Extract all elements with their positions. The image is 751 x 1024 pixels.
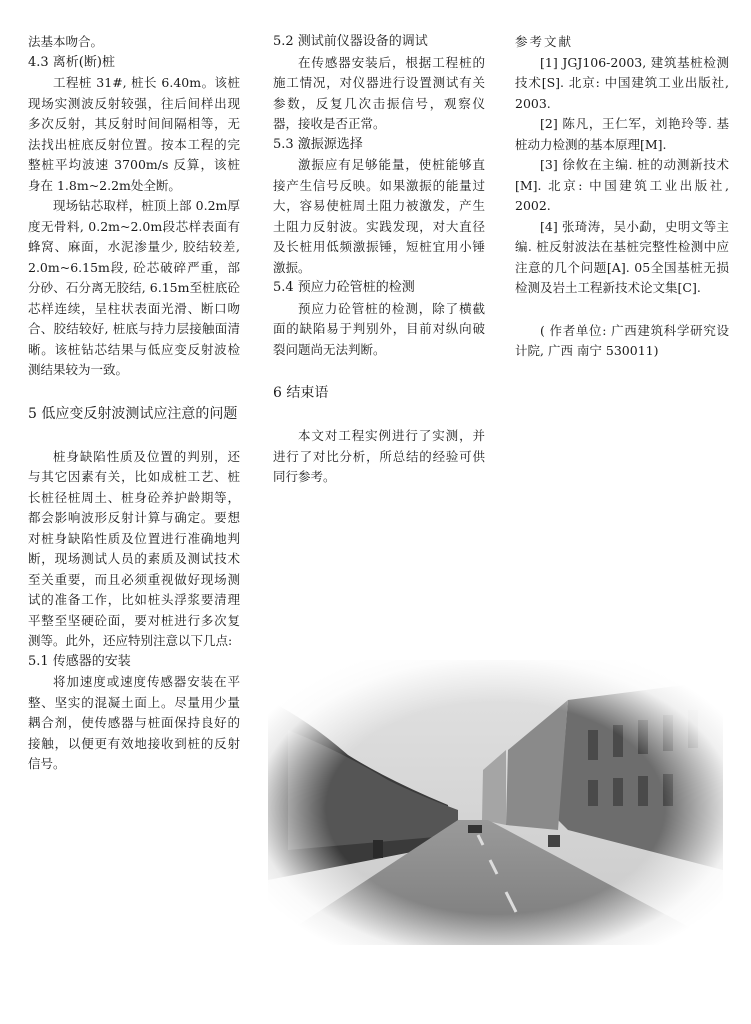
reference-item: [4] 张琦涛，吴小勐，史明文等主编. 桩反射波法在基桩完整性检测中应注意的几个问题[A]. 05全国基桩无损检测及岩土工程新技术论文集[C]. bbox=[515, 218, 729, 295]
street-photo bbox=[268, 660, 723, 945]
author-affiliation: ( 作者单位: 广西建筑科学研究设计院, 广西 南宁 530011) bbox=[515, 322, 729, 358]
references-title: 参考文献 bbox=[515, 34, 574, 49]
section-5-heading: 5 低应变反射波测试应注意的问题 bbox=[28, 405, 238, 422]
section-4-3-paragraph-2: 现场钻芯取样，桩顶上部 0.2m厚度无骨料, 0.2m~2.0m段芯样表面有蜂窝、麻面，水泥渗量少, 胶结较差, 2.0m~6.15m段, 砼芯破碎严重，部分砂、石分离无胶结, 6.15m至桩底砼芯样连续，呈柱状表面光滑、断口吻合、胶结较好, 桩底与持力层接触面清晰。该桩钻芯结果与低应变反射波检测结果较为一致。 bbox=[28, 198, 240, 377]
section-5-paragraph: 桩身缺陷性质及位置的判别，还与其它因素有关，比如成桩工艺、桩长桩径桩周土、桩身砼养护龄期等，都会影响波形反射计算与确定。要想对桩身缺陷性质及位置进行准确地判断，现场测试人员的素质及测试技术至关重要，而且必须重视做好现场测试的准备工作，比如桩头浮浆要清理平整至坚硬砼面，要对桩进行多次复测等。此外，还应特别注意以下几点: bbox=[28, 448, 240, 648]
section-5-1-paragraph: 将加速度或速度传感器安装在平整、坚实的混凝土面上。尽量用少量耦合剂，使传感器与桩面保持良好的接触，以便更有效地接收到桩的反射信号。 bbox=[28, 674, 240, 771]
section-6-heading: 6 结束语 bbox=[273, 385, 329, 401]
section-5-1-heading: 5.1 传感器的安装 bbox=[28, 653, 131, 669]
reference-item: [3] 徐攸在主编. 桩的动测新技术[M]. 北京: 中国建筑工业出版社, 2002. bbox=[515, 157, 729, 213]
section-4-3-heading: 4.3 离析(断)桩 bbox=[28, 54, 115, 70]
section-4-3-paragraph-1: 工程桩 31#, 桩长 6.40m。该桩现场实测波反射较强，往后间样出现多次反射，其反射时间间隔相等，无法找出桩底反射位置。按本工程的完整桩平均波速 3700m/s 反算，该桩身在 1.8m~2.2m处全断。 bbox=[28, 75, 240, 193]
column-middle bbox=[273, 32, 485, 488]
continued-text: 法基本吻合。 bbox=[28, 34, 104, 49]
reference-item: [1] JGJ106-2003, 建筑基桩检测技术[S]. 北京: 中国建筑工业出版社, 2003. bbox=[515, 54, 729, 111]
section-5-2-paragraph: 在传感器安装后，根据工程桩的施工情况，对仪器进行设置测试有关参数，反复几次击振信号，观察仪器，接收是否正常。 bbox=[273, 54, 485, 131]
section-5-3-paragraph: 激振应有足够能量，使桩能够直接产生信号反映。如果激振的能量过大，容易使桩周土阻力被激发，产生土阻力反射波。实践发现，对大直径及长桩用低频激振锤，短桩宜用小锤激振。 bbox=[273, 157, 485, 275]
section-5-4-heading: 5.4 预应力砼管桩的检测 bbox=[273, 280, 415, 295]
section-5-4-paragraph: 预应力砼管桩的检测，除了横截面的缺陷易于判别外，目前对纵向破裂问题尚无法判断。 bbox=[273, 300, 485, 357]
column-left bbox=[28, 32, 240, 775]
section-6-paragraph: 本文对工程实例进行了实测，并进行了对比分析，所总结的经验可供同行参考。 bbox=[273, 428, 485, 484]
reference-item: [2] 陈凡，王仁军，刘艳玲等. 基桩动力检测的基本原理[M]. bbox=[515, 116, 729, 152]
section-5-3-heading: 5.3 激振源选择 bbox=[273, 136, 363, 152]
column-right bbox=[515, 32, 729, 362]
section-5-2-heading: 5.2 测试前仪器设备的调试 bbox=[273, 34, 428, 49]
